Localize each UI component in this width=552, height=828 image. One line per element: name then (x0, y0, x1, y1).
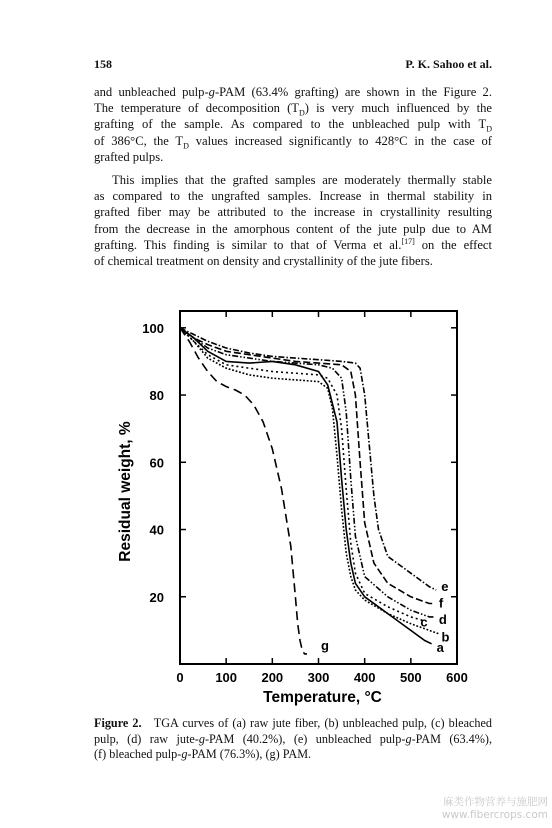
figure-label: Figure 2. (94, 716, 142, 730)
x-tick-label: 0 (176, 670, 184, 685)
series-label-g: g (320, 637, 329, 653)
text-line: as compared to the ungrafted samples. Increase in thermal stability in (94, 189, 492, 204)
y-tick-label: 60 (149, 455, 164, 471)
x-tick-label: 400 (353, 670, 376, 685)
text-line: This implies that the grafted samples are moderately thermally stable (112, 173, 492, 188)
body-text (94, 84, 492, 269)
y-tick-label: 40 (149, 522, 164, 538)
text-line: of chemical treatment on density and crystallinity of the jute fibers. (94, 254, 433, 269)
series-label-f: f (438, 595, 444, 611)
y-tick-label: 80 (149, 388, 164, 404)
series-line-c (180, 328, 422, 621)
citation: [17] (401, 236, 415, 246)
text-line: grafting. This finding is similar to that of Verma et al.[17] on the effect (94, 236, 492, 252)
series-line-a (180, 328, 432, 644)
series-label-c: c (420, 614, 428, 630)
running-author: P. K. Sahoo et al. (405, 57, 492, 71)
paragraph-2 (94, 172, 492, 269)
series-label-d: d (438, 611, 447, 627)
chart-axes (117, 311, 468, 706)
page-number: 158 (94, 57, 112, 71)
x-tick-label: 100 (215, 670, 238, 685)
x-tick-label: 200 (261, 670, 284, 685)
caption-line: (f) bleached pulp-g-PAM (76.3%), (g) PAM. (94, 747, 312, 762)
text-line: The temperature of decomposition $(T_D)$ is very much influenced by the (94, 101, 493, 118)
series-line-f (180, 328, 434, 604)
series-label-e: e (441, 579, 449, 595)
series-line-e (180, 328, 436, 590)
series-line-b (180, 328, 439, 634)
series-line-d (180, 328, 434, 617)
caption-line: Figure 2. TGA curves of (a) raw jute fiber, (b) unbleached pulp, (c) bleached (94, 716, 492, 730)
plot-frame (180, 311, 457, 664)
page-header (94, 57, 492, 73)
text-line: from the decrease in the amorphous content of the jute pulp due to AM (94, 221, 492, 236)
text-line: grafting of the sample. As compared to the unbleached pulp with $T_D$ (94, 117, 492, 134)
text-line: of 386°C, the $T_D$ values increased significantly to 428°C in the case of (94, 133, 493, 151)
y-tick-label: 100 (142, 320, 164, 336)
x-tick-label: 300 (307, 670, 330, 685)
text-line: grafted fiber may be attributed to the increase in crystallinity resulting (94, 205, 492, 220)
x-tick-label: 500 (399, 670, 422, 685)
text-line: grafted pulps. (94, 149, 164, 164)
chart-labels (321, 579, 450, 655)
y-axis-label: Residual weight, % (117, 421, 134, 562)
chart-series (180, 328, 439, 654)
caption-line: pulp, (d) raw jute-g-PAM (40.2%), (e) unbleached pulp-g-PAM (63.4%), (94, 731, 493, 746)
text-line: and unbleached pulp-g-PAM (63.4% grafting) are shown in the Figure 2. (94, 85, 492, 99)
site-watermark: 麻类作物营养与施肥网 www.fibercrops.com (441, 796, 548, 821)
series-label-b: b (441, 629, 450, 645)
y-tick-label: 20 (149, 589, 164, 605)
figure-caption (94, 716, 492, 763)
x-tick-label: 600 (446, 670, 468, 685)
series-line-g (180, 328, 307, 654)
paragraph-1 (94, 84, 492, 165)
series-label-a: a (436, 639, 444, 655)
x-axis-label: Temperature, °C (263, 689, 382, 706)
